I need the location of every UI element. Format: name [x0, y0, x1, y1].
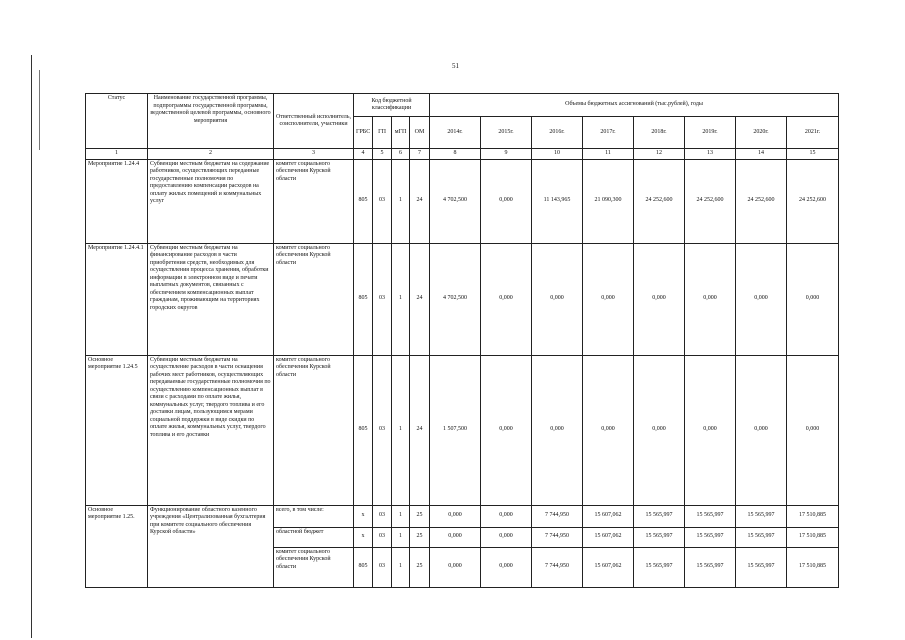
row-value: 0,000: [583, 355, 634, 505]
table-row: [86, 243, 839, 355]
row-value: 0,000: [736, 243, 787, 355]
column-number: 10: [532, 149, 583, 160]
column-number-row: [86, 149, 839, 160]
row-mgp: 1: [392, 159, 410, 243]
row-value: 24 252,600: [685, 159, 736, 243]
table-row: [86, 159, 839, 243]
header-year: 2021г.: [787, 117, 839, 149]
row-om: 24: [410, 355, 430, 505]
row-grbs: 805: [354, 159, 373, 243]
row-status: Мероприятие 1.24.4: [86, 159, 148, 243]
table-header: [86, 94, 839, 160]
row-grbs: х: [354, 527, 373, 547]
row-value: 15 565,997: [685, 547, 736, 587]
header-volumes: Объемы бюджетных ассигнований (тыс.рублей), годы: [430, 94, 839, 117]
header-name: Наименование государственной программы, подпрограммы государственной программы, ведомственной целевой программы, основного мероприятия: [148, 94, 274, 149]
row-responsible: комитет социального обеспечения Курской области: [274, 243, 354, 355]
table-row: [86, 355, 839, 505]
row-gp: 03: [373, 355, 392, 505]
row-om: 25: [410, 505, 430, 527]
scan-mark: [39, 70, 40, 150]
row-value: 21 090,300: [583, 159, 634, 243]
header-year: 2018г.: [634, 117, 685, 149]
row-value: 0,000: [430, 505, 481, 527]
row-mgp: 1: [392, 547, 410, 587]
row-value: 24 252,600: [787, 159, 839, 243]
column-number: 8: [430, 149, 481, 160]
row-gp: 03: [373, 243, 392, 355]
header-grbs: ГРБС: [354, 117, 373, 149]
row-value: 15 565,997: [685, 527, 736, 547]
row-value: 1 507,500: [430, 355, 481, 505]
row-value: 15 565,997: [736, 505, 787, 527]
row-responsible: комитет социального обеспечения Курской области: [274, 547, 354, 587]
row-mgp: 1: [392, 355, 410, 505]
row-value: 24 252,600: [736, 159, 787, 243]
row-value: 7 744,950: [532, 527, 583, 547]
column-number: 11: [583, 149, 634, 160]
row-value: 0,000: [685, 243, 736, 355]
table-row: [86, 505, 839, 527]
row-name: Субвенции местным бюджетам на финансирование расходов в части приобретения средств, необходимых для осуществления процесса хранения, обработки информации в электронном виде и печати выплатных документов, связанных с обеспечением компенсационных выплат гражданам, проживающим на территориях городских округов: [148, 243, 274, 355]
row-status: Основное мероприятие 1.24.5: [86, 355, 148, 505]
row-value: 4 702,500: [430, 159, 481, 243]
column-number: 15: [787, 149, 839, 160]
row-value: 24 252,600: [634, 159, 685, 243]
row-grbs: х: [354, 505, 373, 527]
row-value: 15 607,062: [583, 547, 634, 587]
column-number: 4: [354, 149, 373, 160]
header-year: 2016г.: [532, 117, 583, 149]
header-om: ОМ: [410, 117, 430, 149]
row-value: 0,000: [532, 243, 583, 355]
column-number: 1: [86, 149, 148, 160]
column-number: 7: [410, 149, 430, 160]
row-value: 0,000: [430, 527, 481, 547]
row-name: Субвенции местным бюджетам на осуществление расходов в части оснащения рабочих мест работников, осуществляющих передаваемые государственные полномочия по осуществлению компенсационных выплат в связи с расходами по оплате жилья, коммунальных услуг, твердого топлива и его доставки лицам, пользующимся мерами социальной поддержки в виде скидки по оплате жилья, коммунальных услуг, твердого топлива и его доставки: [148, 355, 274, 505]
row-gp: 03: [373, 505, 392, 527]
row-value: 0,000: [481, 547, 532, 587]
row-value: 15 565,997: [634, 527, 685, 547]
row-name: Функционирование областного казенного учреждения «Централизованная бухгалтерия при комитете социального обеспечения Курской области»: [148, 505, 274, 587]
header-year: 2020г.: [736, 117, 787, 149]
row-responsible: комитет социального обеспечения Курской области: [274, 355, 354, 505]
row-value: 0,000: [430, 547, 481, 587]
row-status: Основное мероприятие 1.25.: [86, 505, 148, 587]
column-number: 12: [634, 149, 685, 160]
row-mgp: 1: [392, 505, 410, 527]
row-value: 0,000: [481, 243, 532, 355]
row-value: 11 143,965: [532, 159, 583, 243]
row-om: 24: [410, 243, 430, 355]
row-value: 15 607,062: [583, 505, 634, 527]
page-number: 51: [452, 62, 459, 70]
column-number: 9: [481, 149, 532, 160]
row-value: 0,000: [685, 355, 736, 505]
row-value: 0,000: [787, 243, 839, 355]
budget-table: [85, 93, 839, 588]
row-value: 0,000: [787, 355, 839, 505]
row-value: 17 510,885: [787, 547, 839, 587]
header-year: 2019г.: [685, 117, 736, 149]
column-number: 14: [736, 149, 787, 160]
header-year: 2014г.: [430, 117, 481, 149]
row-value: 0,000: [634, 243, 685, 355]
row-value: 15 565,997: [634, 505, 685, 527]
row-gp: 03: [373, 527, 392, 547]
row-value: 7 744,950: [532, 547, 583, 587]
row-value: 0,000: [532, 355, 583, 505]
row-value: 0,000: [736, 355, 787, 505]
column-number: 13: [685, 149, 736, 160]
column-number: 5: [373, 149, 392, 160]
row-value: 17 510,885: [787, 505, 839, 527]
row-responsible: комитет социального обеспечения Курской области: [274, 159, 354, 243]
header-year: 2017г.: [583, 117, 634, 149]
row-grbs: 805: [354, 243, 373, 355]
row-value: 15 565,997: [736, 547, 787, 587]
row-mgp: 1: [392, 527, 410, 547]
header-responsible: Ответственный исполнитель, соисполнители, участники: [274, 94, 354, 149]
row-om: 25: [410, 547, 430, 587]
row-value: 15 565,997: [685, 505, 736, 527]
row-value: 0,000: [481, 159, 532, 243]
row-value: 15 565,997: [634, 547, 685, 587]
row-value: 0,000: [481, 355, 532, 505]
column-number: 2: [148, 149, 274, 160]
header-budget-code: Код бюджетной классификации: [354, 94, 430, 117]
row-value: 0,000: [634, 355, 685, 505]
header-status: Статус: [86, 94, 148, 149]
row-grbs: 805: [354, 547, 373, 587]
column-number: 6: [392, 149, 410, 160]
row-value: 7 744,950: [532, 505, 583, 527]
row-value: 15 607,062: [583, 527, 634, 547]
row-value: 15 565,997: [736, 527, 787, 547]
header-gp: ГП: [373, 117, 392, 149]
row-gp: 03: [373, 159, 392, 243]
header-year: 2015г.: [481, 117, 532, 149]
column-number: 3: [274, 149, 354, 160]
row-responsible: областной бюджет: [274, 527, 354, 547]
row-mgp: 1: [392, 243, 410, 355]
row-gp: 03: [373, 547, 392, 587]
row-value: 0,000: [481, 527, 532, 547]
row-grbs: 805: [354, 355, 373, 505]
row-value: 0,000: [583, 243, 634, 355]
row-value: 4 702,500: [430, 243, 481, 355]
header-mgp: мГП: [392, 117, 410, 149]
row-status: Мероприятие 1.24.4.1: [86, 243, 148, 355]
row-name: Субвенции местным бюджетам на содержание работников, осуществляющих переданные государственные полномочия по предоставлению компенсации расходов на оплату жилых помещений и коммунальных услуг: [148, 159, 274, 243]
row-om: 24: [410, 159, 430, 243]
binding-line: [31, 55, 32, 638]
row-value: 0,000: [481, 505, 532, 527]
row-responsible: всего, в том числе:: [274, 505, 354, 527]
row-om: 25: [410, 527, 430, 547]
row-value: 17 510,885: [787, 527, 839, 547]
